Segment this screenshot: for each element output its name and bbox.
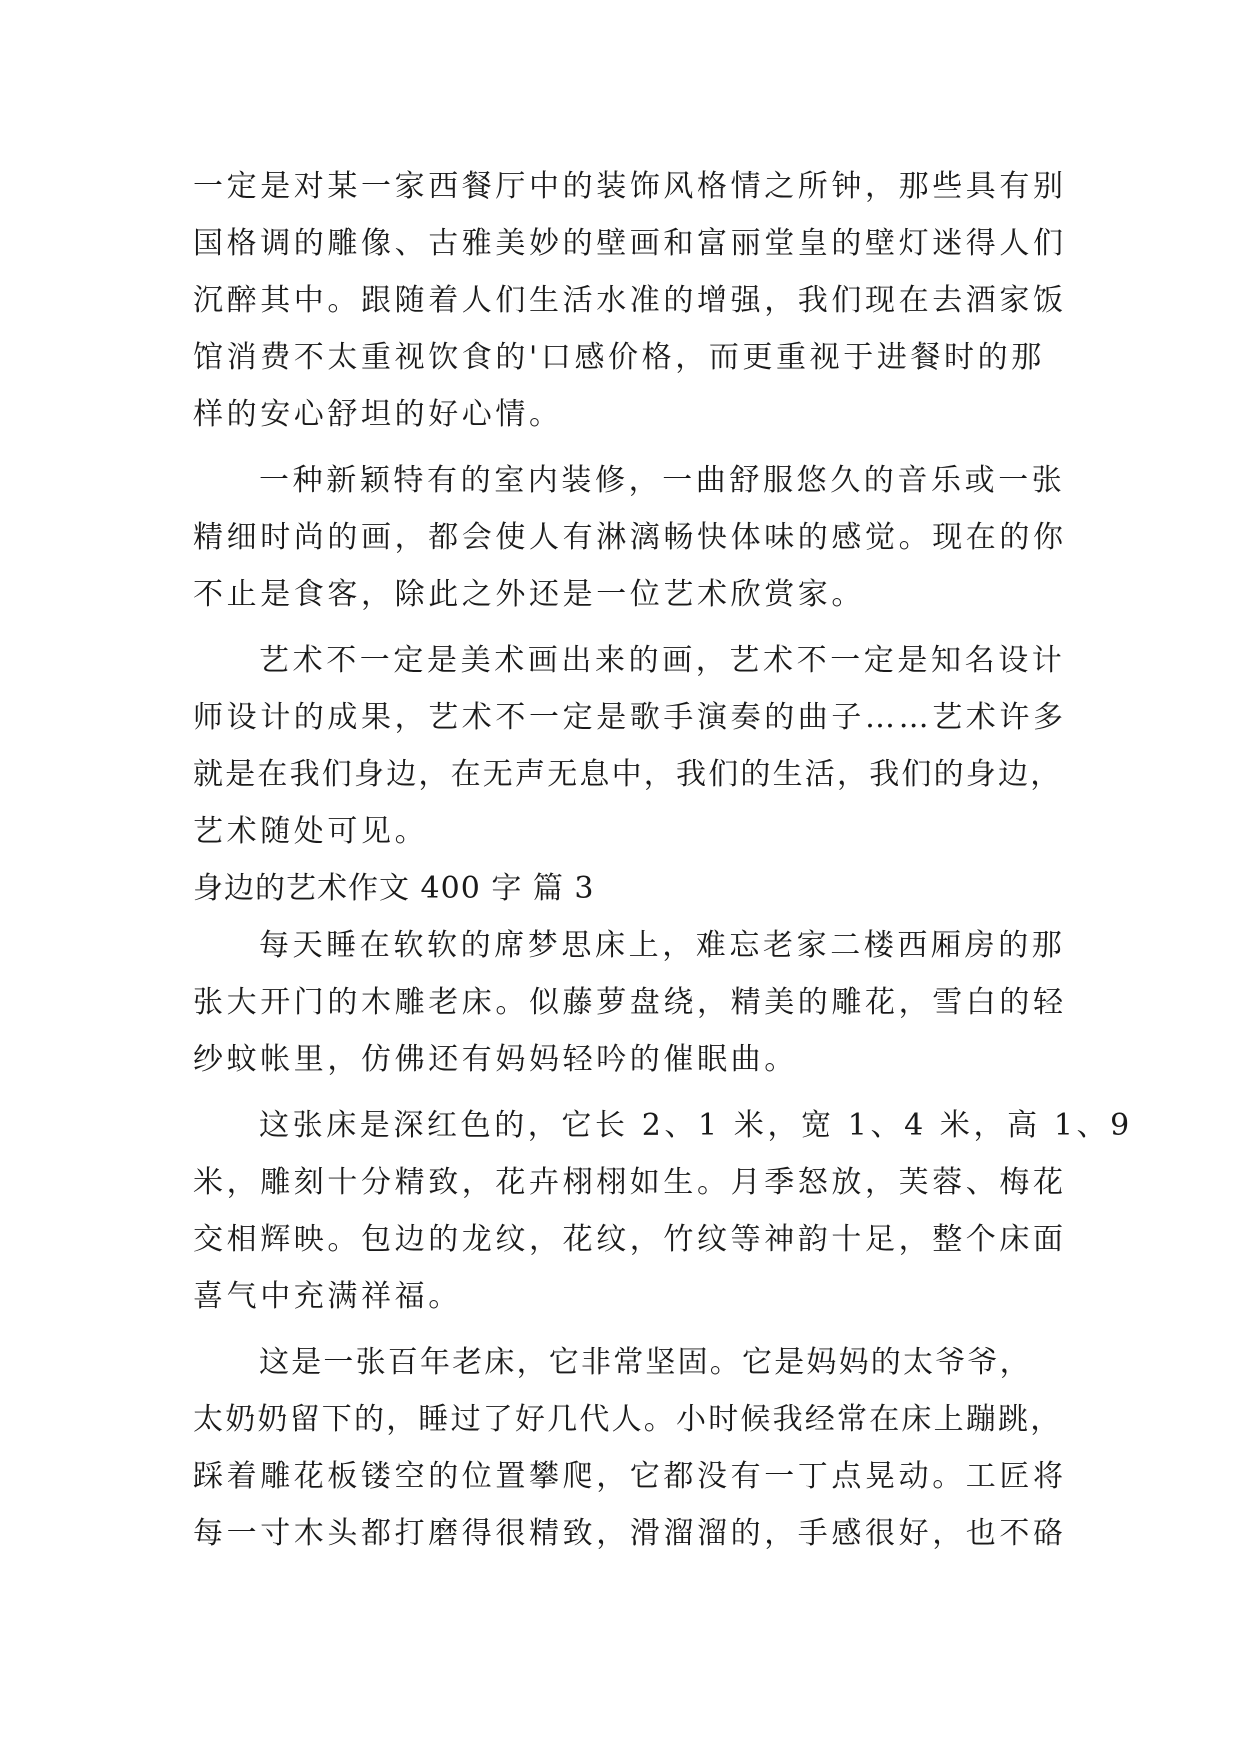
text-line: 每天睡在软软的席梦思床上，难忘老家二楼西厢房的那 xyxy=(259,928,1066,963)
text-line: 馆消费不太重视饮食的'口感价格，而更重视于进餐时的那 xyxy=(193,340,1045,375)
paragraph xyxy=(193,1097,1133,1325)
text-line: 交相辉映。包边的龙纹，花纹，竹纹等神韵十足，整个床面 xyxy=(193,1222,1067,1257)
text-line: 精细时尚的画，都会使人有淋漓畅快体味的感觉。现在的你 xyxy=(193,520,1067,555)
text-line: 艺术随处可见。 xyxy=(193,814,429,849)
text-line: 每一寸木头都打磨得很精致，滑溜溜的，手感很好，也不硌 xyxy=(193,1516,1067,1551)
text-line: 样的安心舒坦的好心情。 xyxy=(193,397,563,432)
text-line: 一定是对某一家西餐厅中的装饰风格情之所钟，那些具有别 xyxy=(193,169,1067,204)
text-line: 纱蚊帐里，仿佛还有妈妈轻吟的催眠曲。 xyxy=(193,1042,798,1077)
paragraph xyxy=(193,1334,1067,1562)
paragraph xyxy=(193,452,1067,623)
text-line: 就是在我们身边，在无声无息中，我们的生活，我们的身边， xyxy=(193,757,1063,792)
text-line: 艺术不一定是美术画出来的画，艺术不一定是知名设计 xyxy=(259,643,1066,678)
text-line: 这是一张百年老床，它非常坚固。它是妈妈的太爷爷， xyxy=(259,1345,1032,1380)
text-line: 国格调的雕像、古雅美妙的壁画和富丽堂皇的壁灯迷得人们 xyxy=(193,226,1067,261)
paragraph xyxy=(193,158,1067,443)
text-line: 不止是食客，除此之外还是一位艺术欣赏家。 xyxy=(193,577,865,612)
section-heading: 身边的艺术作文 400 字 篇 3 xyxy=(193,871,595,906)
paragraph xyxy=(193,917,1067,1088)
text-line: 沉醉其中。跟随着人们生活水准的增强，我们现在去酒家饭 xyxy=(193,283,1067,318)
text-line: 这张床是深红色的，它长 2、1 米，宽 1、4 米，高 1、9 xyxy=(259,1108,1133,1143)
text-line: 太奶奶留下的，睡过了好几代人。小时候我经常在床上蹦跳， xyxy=(193,1402,1063,1437)
text-line: 师设计的成果，艺术不一定是歌手演奏的曲子……艺术许多 xyxy=(193,700,1067,735)
document-body xyxy=(193,158,1133,1562)
text-line: 踩着雕花板镂空的位置攀爬，它都没有一丁点晃动。工匠将 xyxy=(193,1459,1067,1494)
text-line: 一种新颖特有的室内装修，一曲舒服悠久的音乐或一张 xyxy=(259,463,1066,498)
text-line: 米，雕刻十分精致，花卉栩栩如生。月季怒放，芙蓉、梅花 xyxy=(193,1165,1067,1200)
text-line: 喜气中充满祥福。 xyxy=(193,1279,462,1314)
text-line: 张大开门的木雕老床。似藤萝盘绕，精美的雕花，雪白的轻 xyxy=(193,985,1067,1020)
paragraph xyxy=(193,632,1067,860)
